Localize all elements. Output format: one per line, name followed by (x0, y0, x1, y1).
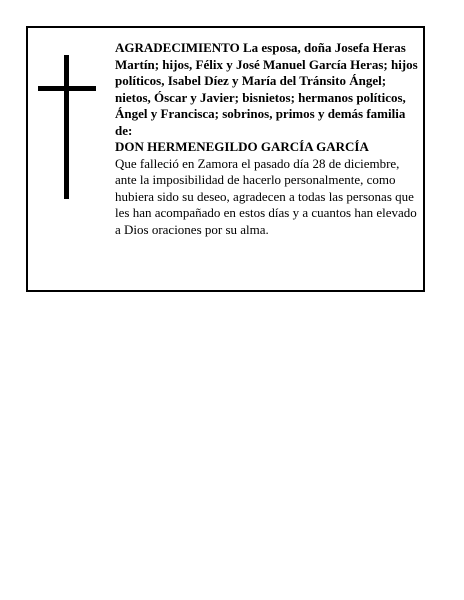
cross-vertical-bar (64, 55, 69, 199)
deceased-name: DON HERMENEGILDO GARCÍA GARCÍA (115, 139, 369, 154)
cross-horizontal-bar (38, 86, 96, 91)
obituary-notice (26, 26, 425, 292)
cross-icon (38, 55, 96, 199)
notice-body: Que falleció en Zamora el pasado día 28 de diciembre, ante la imposibilidad de hacerlo personalmente, como hubiera sido su deseo, agradecen a todas las personas que les han acompañado en estos días y a cuantos han elevado a Dios oraciones por su alma. (115, 155, 417, 237)
notice-text (115, 40, 420, 238)
notice-intro: AGRADECIMIENTO La esposa, doña Josefa Heras Martín; hijos, Félix y José Manuel García Heras; hijos políticos, Isabel Díez y María del Tránsito Ángel; nietos, Óscar y Javier; bisnietos; hermanos políticos, Ángel y Francisca; sobrinos, primos y demás familia de: (115, 40, 418, 138)
